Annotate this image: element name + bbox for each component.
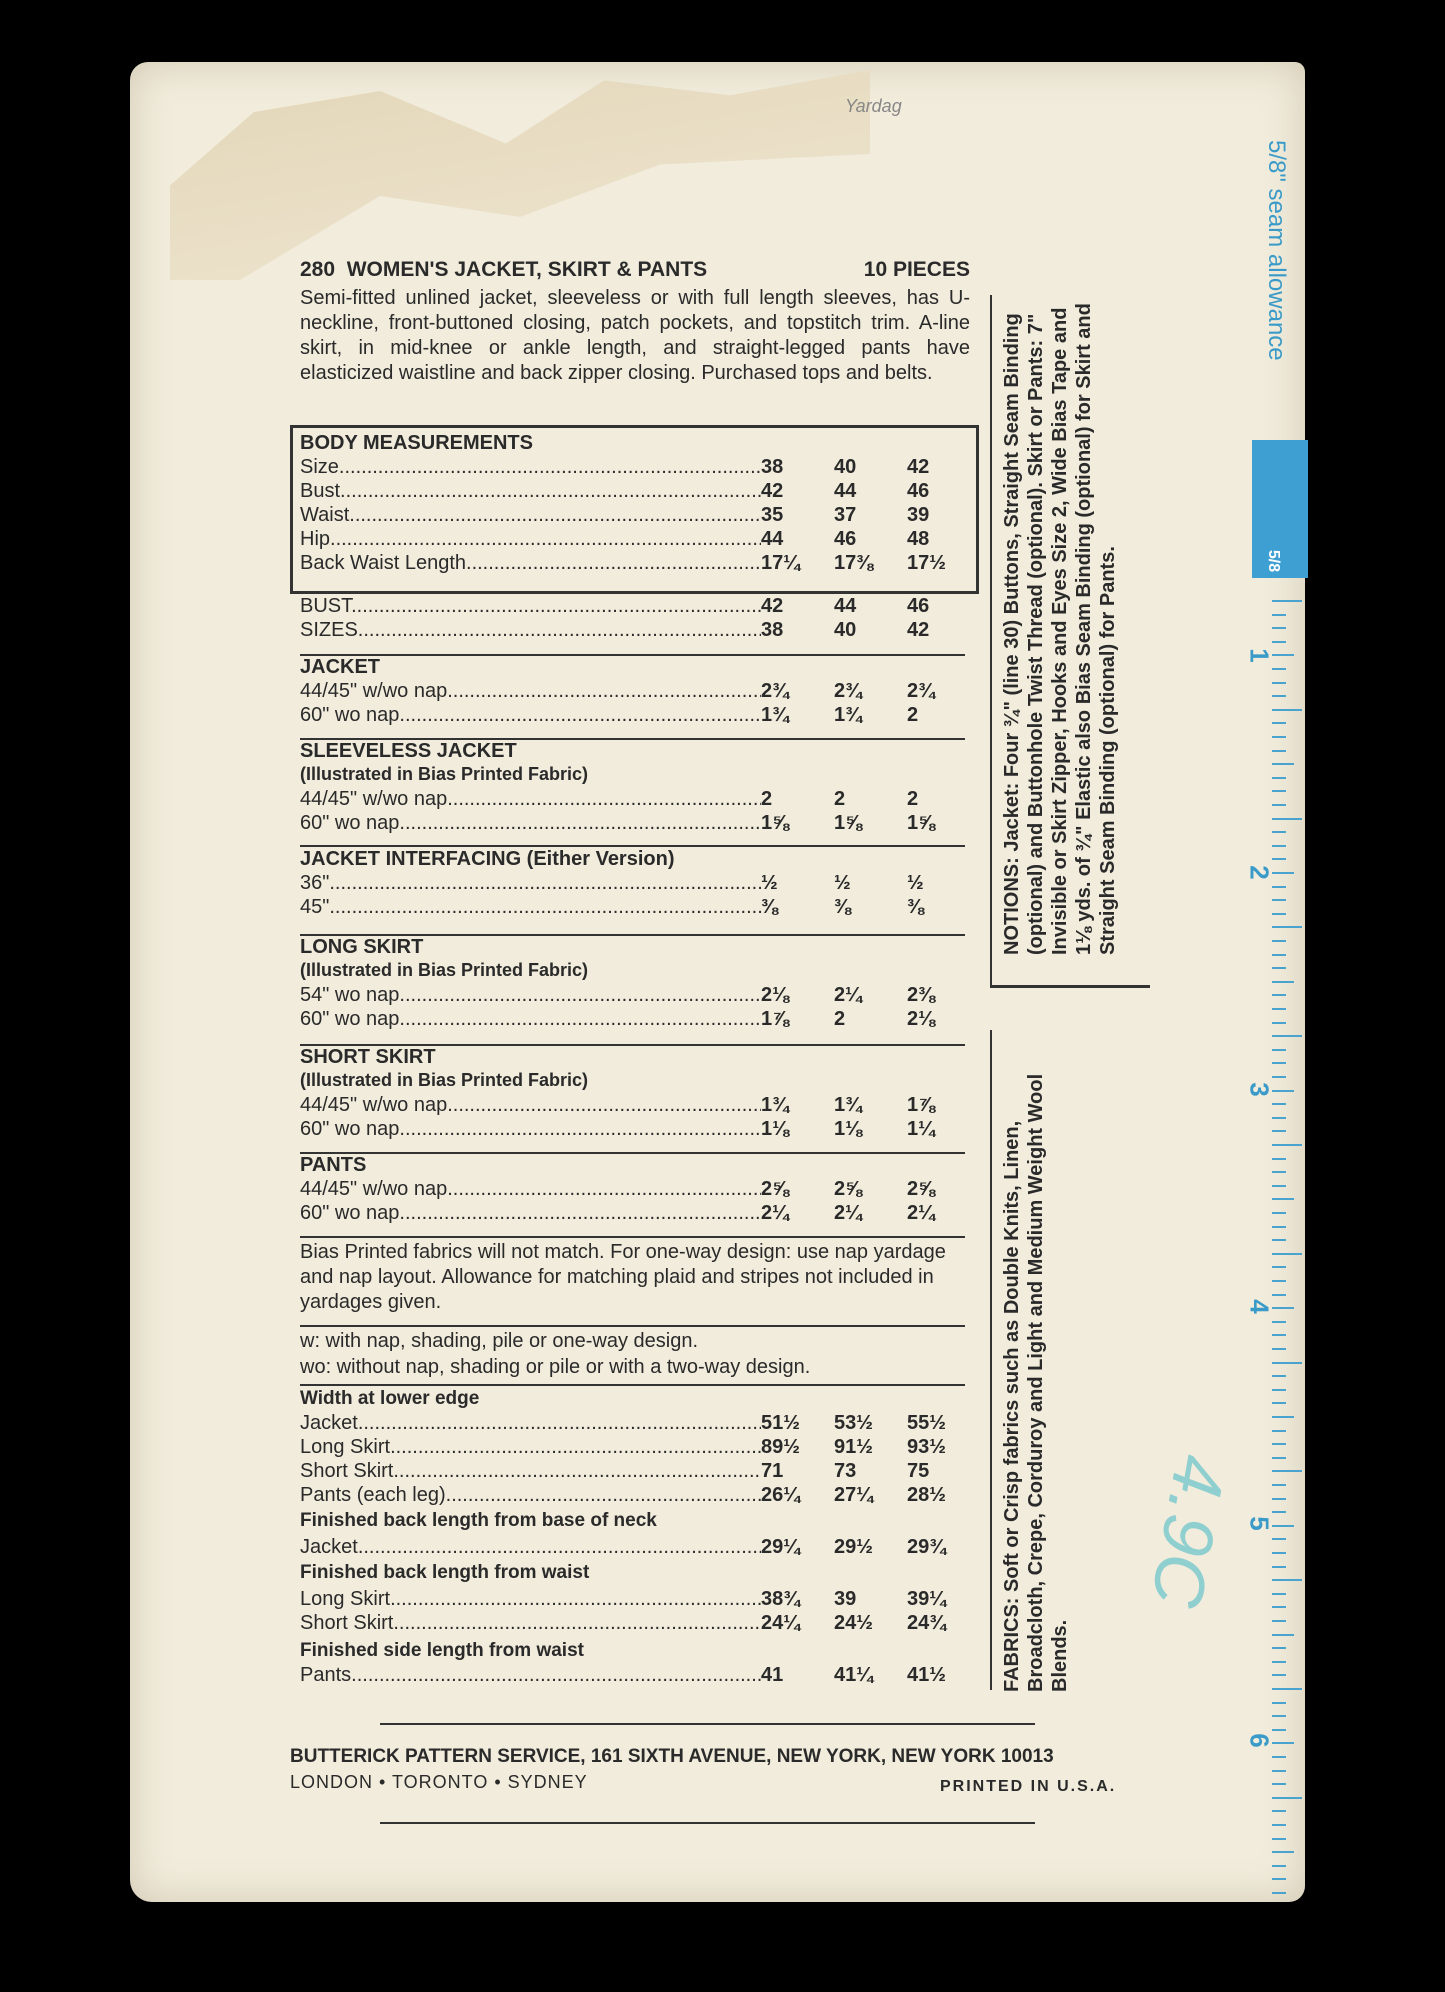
ruler-tick [1272, 1865, 1286, 1867]
row-value: 39 [907, 504, 930, 526]
ruler-tick [1272, 1022, 1286, 1024]
notions-rule [990, 295, 992, 985]
row-label: Long Skirt ..... [300, 1588, 761, 1612]
row-value: 42 [907, 456, 930, 478]
row-value: 75 [907, 1460, 930, 1482]
row-label: 44/45" w/wo nap ..... [300, 1094, 761, 1118]
section-divider [300, 1152, 965, 1154]
ruler-tick [1272, 1783, 1286, 1785]
ruler-tick [1272, 1538, 1286, 1540]
ruler-tick [1272, 1307, 1294, 1309]
section-divider [300, 654, 965, 656]
ruler-tick [1272, 872, 1294, 874]
row-value: 44 [834, 595, 857, 617]
row-value: 2⅝ [834, 1178, 862, 1200]
row-label: 60" wo nap ..... [300, 704, 761, 728]
ruler-tick [1272, 994, 1286, 996]
row-value: ½ [907, 872, 924, 894]
ruler-tick [1272, 1797, 1302, 1799]
row-label: Jacket ..... [300, 1536, 761, 1560]
section-divider [300, 1384, 965, 1386]
row-value: 46 [907, 480, 930, 502]
row-label: 60" wo nap ..... [300, 1118, 761, 1142]
ruler-tick [1272, 654, 1294, 656]
row-label: 60" wo nap ..... [300, 1202, 761, 1226]
row-value: 39 [834, 1588, 857, 1610]
fabrics-rule [990, 1030, 992, 1690]
ruler-tick [1272, 1090, 1294, 1092]
section-divider [300, 1325, 965, 1327]
section-heading: SHORT SKIRT [300, 1046, 436, 1068]
ruler-tick [1272, 1634, 1294, 1636]
row-label: Waist ..... [300, 504, 761, 528]
table-row [300, 480, 980, 504]
row-value: 38 [761, 456, 784, 478]
nap-note: wo: without nap, shading or pile or with a two-way design. [300, 1356, 811, 1378]
ruler-tick [1272, 763, 1294, 765]
table-row [300, 1202, 980, 1226]
ruler-tick [1272, 1661, 1286, 1663]
ruler-tick [1272, 1443, 1286, 1445]
row-value: 1⅝ [761, 812, 789, 834]
table-row [300, 1436, 980, 1460]
row-value: 27¼ [834, 1484, 873, 1506]
ruler-tick [1272, 886, 1286, 888]
table-row [300, 1612, 980, 1636]
ruler-tick [1272, 1878, 1286, 1880]
row-value: 2¼ [761, 1202, 789, 1224]
row-label: Short Skirt ..... [300, 1612, 761, 1636]
ruler-tick [1272, 926, 1302, 928]
fabrics-text: FABRICS: Soft or Crisp fabrics such as Double Knits, Linen, Broadcloth, Crepe, Corduroy and Light and Medium Weight Wool Blends. [1001, 1073, 1071, 1692]
ruler-tick [1272, 1321, 1286, 1323]
ruler-tick [1272, 1212, 1286, 1214]
ruler-number: 6 [1244, 1733, 1275, 1748]
ruler-tick [1272, 1702, 1286, 1704]
row-label: 60" wo nap ..... [300, 1008, 761, 1032]
row-value: 2 [834, 788, 846, 810]
ruler-tick [1272, 668, 1286, 670]
row-value: ½ [761, 872, 778, 894]
ruler-tick [1272, 1484, 1286, 1486]
ruler-tick [1272, 1416, 1294, 1418]
row-value: 29½ [834, 1536, 873, 1558]
ruler-tick [1272, 790, 1286, 792]
row-value: 93½ [907, 1436, 946, 1458]
ruler-tick [1272, 1470, 1302, 1472]
ruler-tick [1272, 1892, 1286, 1894]
section-heading: JACKET INTERFACING (Either Version) [300, 848, 675, 870]
row-value: 41½ [907, 1664, 946, 1686]
row-value: 1⅝ [907, 812, 935, 834]
row-value: 2¾ [761, 680, 789, 702]
table-row [300, 504, 980, 528]
ruler-tick [1272, 1103, 1286, 1105]
table-row [300, 1178, 980, 1202]
ruler-tick [1272, 1375, 1286, 1377]
row-value: 2⅛ [907, 1008, 935, 1030]
row-value: 46 [834, 528, 857, 550]
row-value: 42 [761, 480, 784, 502]
row-value: 26¼ [761, 1484, 800, 1506]
row-value: 29¾ [907, 1536, 946, 1558]
pattern-title [300, 258, 970, 282]
row-value: 71 [761, 1460, 784, 1482]
row-value: 55½ [907, 1412, 946, 1434]
table-row [300, 1008, 980, 1032]
table-row [300, 552, 980, 576]
table-row [300, 984, 980, 1008]
section-heading: Finished side length from waist [300, 1640, 584, 1661]
row-value: 2¾ [834, 680, 862, 702]
bias-note: Bias Printed fabrics will not match. For one-way design: use nap yardage and nap layout. Allowance for matching plaid and stripes not included in yardages given. [300, 1241, 946, 1313]
row-value: 2 [907, 788, 919, 810]
pattern-name: WOMEN'S JACKET, SKIRT & PANTS [346, 258, 708, 281]
ruler-tick [1272, 1606, 1286, 1608]
row-value: 2⅝ [761, 1178, 789, 1200]
ruler-tick [1272, 1185, 1286, 1187]
section-heading: BODY MEASUREMENTS [300, 432, 533, 454]
ruler-tick [1272, 899, 1286, 901]
seam-allowance-label: 5/8" seam allowance [1263, 140, 1290, 361]
row-value: 2⅛ [761, 984, 789, 1006]
table-row [300, 456, 980, 480]
ruler-tick [1272, 831, 1286, 833]
section-heading: (Illustrated in Bias Printed Fabric) [300, 764, 589, 784]
row-value: 2¼ [834, 1202, 862, 1224]
table-row [300, 704, 980, 728]
table-row [300, 1412, 980, 1436]
ruler-tick [1272, 1253, 1302, 1255]
section-heading: (Illustrated in Bias Printed Fabric) [300, 960, 589, 980]
table-row [300, 1094, 980, 1118]
ruler-tick [1272, 1130, 1286, 1132]
row-value: 53½ [834, 1412, 873, 1434]
row-value: 1⅞ [907, 1094, 935, 1116]
row-value: ⅜ [907, 896, 924, 918]
ruler-tick [1272, 845, 1286, 847]
ruler-tick [1272, 777, 1286, 779]
ruler-tick [1272, 1171, 1286, 1173]
row-label: 44/45" w/wo nap ..... [300, 1178, 761, 1202]
ruler-tick [1272, 1552, 1286, 1554]
ruler-tick [1272, 1525, 1294, 1527]
row-value: ½ [834, 872, 851, 894]
torn-yardage-text: Yardag [845, 96, 902, 116]
ruler-tick [1272, 1226, 1286, 1228]
section-divider [300, 1236, 965, 1238]
row-value: 41 [761, 1664, 784, 1686]
row-value: 41¼ [834, 1664, 873, 1686]
row-label: BUST ..... [300, 595, 761, 619]
ruler-tick [1272, 600, 1302, 602]
ruler-tick [1272, 1334, 1286, 1336]
ruler-tick [1272, 1144, 1302, 1146]
row-value: 28½ [907, 1484, 946, 1506]
ruler-tick [1272, 1280, 1286, 1282]
section-heading: Finished back length from waist [300, 1562, 590, 1583]
ruler-number: 5 [1244, 1516, 1275, 1531]
row-value: 35 [761, 504, 784, 526]
row-label: SIZES ..... [300, 619, 761, 643]
ruler-number: 1 [1244, 648, 1275, 663]
ruler-tick [1272, 1742, 1294, 1744]
ruler-tick [1272, 614, 1286, 616]
notions-text: NOTIONS: Jacket: Four ¾" (line 30) Buttons, Straight Seam Binding (optional) and Buttonhole Twist Thread (optional). Skirt or Pants: 7" Invisible or Skirt Zipper, Hooks and Eyes Size 2, Wide Bias Tape and 1⅛ yds. of ¾" Elastic also Bias Seam Binding (optional) for Skirt and Straight Seam Binding (optional) for Pants. [1001, 303, 1119, 955]
ruler-tick [1272, 981, 1294, 983]
row-label: 44/45" w/wo nap ..... [300, 680, 761, 704]
row-label: Pants ..... [300, 1664, 761, 1688]
row-value: 46 [907, 595, 930, 617]
ruler-tick [1272, 940, 1286, 942]
ruler-tick [1272, 1810, 1286, 1812]
ruler-tick [1272, 1198, 1294, 1200]
row-value: 38 [761, 619, 784, 641]
row-label: 60" wo nap ..... [300, 812, 761, 836]
ruler-tick [1272, 709, 1302, 711]
row-value: 42 [907, 619, 930, 641]
ruler-tick [1272, 695, 1286, 697]
row-label: 44/45" w/wo nap ..... [300, 788, 761, 812]
ruler-tick [1272, 641, 1286, 643]
ruler-tick [1272, 954, 1286, 956]
ruler-tick [1272, 1239, 1286, 1241]
row-label: Pants (each leg) ..... [300, 1484, 761, 1508]
table-row [300, 595, 980, 619]
ruler-tick [1272, 1620, 1286, 1622]
pattern-description: Semi-fitted unlined jacket, sleeveless or with full length sleeves, has U-neckline, front-buttoned closing, patch pockets, and topstitch trim. A-line skirt, in mid-knee or ankle length, and straight-legged pants have elasticized waistline and back zipper closing. Purchased tops and belts. [300, 287, 970, 384]
row-value: 40 [834, 456, 857, 478]
ruler-tick [1272, 1062, 1286, 1064]
row-value: 1⅛ [761, 1118, 789, 1140]
ruler-tick [1272, 1158, 1286, 1160]
table-row [300, 1460, 980, 1484]
ruler-tick [1272, 1457, 1286, 1459]
ruler-tick [1272, 1035, 1302, 1037]
ruler-tick [1272, 804, 1286, 806]
row-value: 2 [834, 1008, 846, 1030]
table-row [300, 1588, 980, 1612]
row-value: 39¼ [907, 1588, 946, 1610]
table-row [300, 872, 980, 896]
footer-bottom-rule [380, 1822, 1035, 1824]
row-value: 89½ [761, 1436, 800, 1458]
table-row [300, 1484, 980, 1508]
row-value: 29¼ [761, 1536, 800, 1558]
row-value: 2⅝ [907, 1178, 935, 1200]
row-value: 2 [907, 704, 919, 726]
row-label: Jacket ..... [300, 1412, 761, 1436]
ruler-tick [1272, 1008, 1286, 1010]
ruler-tick [1272, 1729, 1286, 1731]
row-value: 1¾ [761, 704, 789, 726]
row-value: 42 [761, 595, 784, 617]
ruler-tick [1272, 818, 1302, 820]
row-value: 24½ [834, 1612, 873, 1634]
table-row [300, 788, 980, 812]
row-value: 51½ [761, 1412, 800, 1434]
row-value: 2¼ [907, 1202, 935, 1224]
pattern-number: 280 [300, 258, 336, 281]
ruler-tick [1272, 1402, 1286, 1404]
table-row [300, 528, 980, 552]
row-value: 17⅜ [834, 552, 873, 574]
ruler-tick [1272, 736, 1286, 738]
ruler-blue-label: 5/8 [1265, 549, 1283, 573]
ruler-tick [1272, 1579, 1302, 1581]
ruler-tick [1272, 627, 1286, 629]
ruler-tick [1272, 1838, 1286, 1840]
ruler-tick [1272, 1511, 1286, 1513]
row-value: ⅜ [834, 896, 851, 918]
section-heading: Width at lower edge [300, 1388, 480, 1409]
row-value: 24¼ [761, 1612, 800, 1634]
handwritten-note: 4.9C [1135, 1449, 1241, 1613]
table-row [300, 619, 980, 643]
row-value: 17¼ [761, 552, 800, 574]
ruler-tick [1272, 1566, 1286, 1568]
row-label: Hip ..... [300, 528, 761, 552]
ruler-tick [1272, 1117, 1286, 1119]
row-value: 2 [761, 788, 773, 810]
ruler-tick [1272, 858, 1286, 860]
section-heading: LONG SKIRT [300, 936, 424, 958]
row-label: Size ..... [300, 456, 761, 480]
table-row [300, 1118, 980, 1142]
table-row [300, 812, 980, 836]
notions-divider [990, 985, 1150, 988]
ruler-tick [1272, 1294, 1286, 1296]
ruler-tick [1272, 1770, 1286, 1772]
row-value: 1¾ [761, 1094, 789, 1116]
ruler-tick [1272, 1715, 1286, 1717]
row-value: 38¾ [761, 1588, 800, 1610]
ruler-tick [1272, 722, 1286, 724]
footer-top-rule [380, 1723, 1035, 1725]
cities-line: LONDON • TORONTO • SYDNEY [290, 1772, 588, 1792]
printed-in: PRINTED IN U.S.A. [940, 1778, 1117, 1795]
section-divider [300, 845, 965, 847]
row-value: 91½ [834, 1436, 873, 1458]
ruler-tick [1272, 682, 1286, 684]
row-value: 1¾ [834, 704, 862, 726]
row-value: 73 [834, 1460, 857, 1482]
ruler-tick [1272, 1593, 1286, 1595]
ruler-tick [1272, 1498, 1286, 1500]
row-value: 1⅝ [834, 812, 862, 834]
pieces-count: 10 PIECES [863, 258, 970, 281]
ruler-tick [1272, 1389, 1286, 1391]
row-value: 1¼ [907, 1118, 935, 1140]
ruler-tick [1272, 1430, 1286, 1432]
row-value: 2¼ [834, 984, 862, 1006]
row-label: 36" ..... [300, 872, 761, 896]
section-heading: SLEEVELESS JACKET [300, 740, 517, 762]
row-value: 2¾ [907, 680, 935, 702]
table-row [300, 896, 980, 920]
row-value: 24¾ [907, 1612, 946, 1634]
ruler-tick [1272, 1076, 1286, 1078]
ruler-tick [1272, 750, 1286, 752]
row-label: Bust ..... [300, 480, 761, 504]
ruler-tick [1272, 1824, 1286, 1826]
row-value: 44 [834, 480, 857, 502]
ruler-tick [1272, 1851, 1294, 1853]
row-label: Back Waist Length ..... [300, 552, 761, 576]
row-value: 2⅜ [907, 984, 935, 1006]
row-value: 40 [834, 619, 857, 641]
row-label: 54" wo nap ..... [300, 984, 761, 1008]
ruler-number: 2 [1244, 865, 1275, 880]
table-row [300, 1536, 980, 1560]
ruler-tick [1272, 1688, 1302, 1690]
nap-note: w: with nap, shading, pile or one-way design. [300, 1330, 699, 1352]
row-label: Short Skirt ..... [300, 1460, 761, 1484]
ruler-tick [1272, 1348, 1286, 1350]
row-value: 44 [761, 528, 784, 550]
row-value: 1⅛ [834, 1118, 862, 1140]
ruler-tick [1272, 1362, 1302, 1364]
row-label: 45" ..... [300, 896, 761, 920]
ruler-tick [1272, 1049, 1286, 1051]
table-row [300, 1664, 980, 1688]
section-heading: JACKET [300, 656, 381, 678]
section-heading: Finished back length from base of neck [300, 1510, 657, 1531]
section-heading: PANTS [300, 1154, 367, 1176]
row-value: 48 [907, 528, 930, 550]
ruler-tick [1272, 1266, 1286, 1268]
ruler-tick [1272, 1647, 1286, 1649]
ruler-tick [1272, 913, 1286, 915]
ruler-number: 3 [1244, 1082, 1275, 1097]
ruler-tick [1272, 1674, 1286, 1676]
ruler-number: 4 [1244, 1299, 1275, 1314]
row-value: 17½ [907, 552, 946, 574]
table-row [300, 680, 980, 704]
service-address: BUTTERICK PATTERN SERVICE, 161 SIXTH AVENUE, NEW YORK, NEW YORK 10013 [290, 1746, 1054, 1767]
row-value: 1¾ [834, 1094, 862, 1116]
ruler-tick [1272, 967, 1286, 969]
row-label: Long Skirt ..... [300, 1436, 761, 1460]
row-value: ⅜ [761, 896, 778, 918]
section-heading: (Illustrated in Bias Printed Fabric) [300, 1070, 589, 1090]
row-value: 1⅞ [761, 1008, 789, 1030]
ruler-tick [1272, 1756, 1286, 1758]
row-value: 37 [834, 504, 857, 526]
